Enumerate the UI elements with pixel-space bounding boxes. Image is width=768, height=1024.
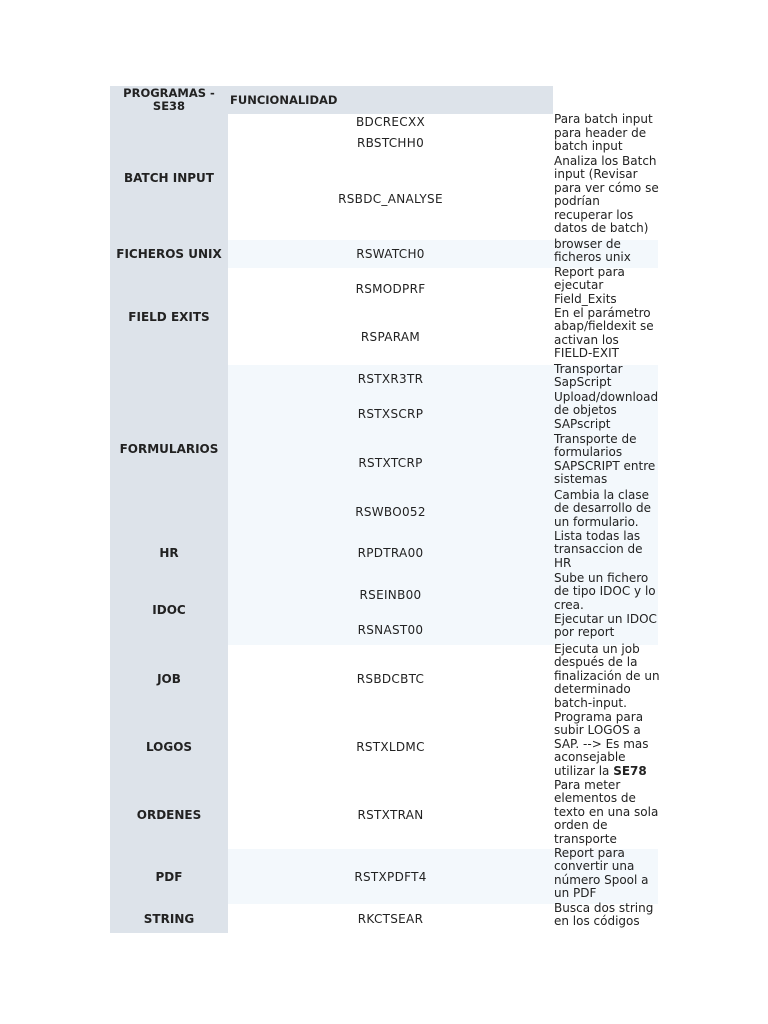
table-row [228,846,658,904]
description-text: Report para convertir una número Spool a un PDF [554,846,649,901]
header-functionality: FUNCIONALIDAD [228,86,553,114]
program-description [554,113,660,126]
group-label: HR [159,546,179,560]
program-name: RPDTRA00 [357,546,424,560]
group-label: STRING [143,911,195,926]
program-name: RSEINB00 [359,587,422,602]
program-description [554,643,660,710]
description-text: browser de ficheros unix [554,237,631,265]
program-name: RSWATCH0 [356,247,425,261]
group-label: JOB [157,672,181,686]
program-description [554,307,660,361]
table-row [228,237,658,268]
group-label: PDF [155,869,183,884]
description-text: Analiza los Batch input (Revisar para ver cómo se podrían recuperar los datos de batch) [554,154,659,236]
table-row [228,154,659,240]
description-text: Ejecutar un IDOC por report [554,612,657,640]
description-text: Busca dos string en los códigos [554,901,654,929]
program-name: RSMODPRF [355,281,426,296]
program-name: RSPARAM [360,330,421,344]
program-description [554,155,660,235]
program-name: RSNAST00 [357,623,424,637]
group-label: IDOC [152,602,186,617]
program-name: RSTXPDFT4 [354,869,427,884]
program-description [554,391,660,431]
program-name: BDCRECXX [356,115,425,129]
program-description [554,572,660,612]
program-description [554,363,660,390]
group-label: LOGOS [145,740,193,754]
program-name: RSBDCBTC [356,672,425,686]
description-text: Transportar SapScript [554,362,623,390]
table-row [228,126,658,157]
program-name: RBSTCHH0 [356,136,425,150]
program-description [554,847,660,901]
description-emphasis: SE78 [613,763,647,778]
description-text: Upload/download de objetos SAPscript [554,390,659,431]
program-name: RSWBO052 [355,504,426,519]
table-row [228,571,658,615]
program-description [554,902,660,929]
description-text: Ejecuta un job después de la finalización de un determinado batch-input. [554,642,660,710]
table-row [228,488,658,532]
table-row [228,265,658,309]
table-row [228,612,658,645]
table-row [228,432,658,491]
program-name: RSTXR3TR [357,372,424,386]
program-description [554,489,660,529]
program-description [554,530,660,570]
description-text: Para meter elementos de texto en una sola orden de transporte [554,778,659,846]
program-name: RSTXTRAN [357,808,424,822]
program-description [554,127,660,154]
program-name: RSTXLDMC [356,740,425,754]
description-text: Transporte de formularios SAPSCRIPT entre sistemas [554,432,656,487]
program-description [554,238,660,265]
table-row [228,529,658,574]
description-text: Programa para subir LOGOS a SAP. --> Es mas aconsejable utilizar la [554,710,649,778]
description-text: Report para ejecutar Field_Exits [554,265,625,306]
program-description [554,711,660,778]
table-row [228,390,659,435]
description-text: Lista todas las transaccion de HR [554,529,643,570]
group-label: ORDENES [136,808,202,822]
description-text: En el parámetro abap/fieldexit se activan los FIELD-EXIT [554,306,654,361]
table-row [228,901,658,933]
program-name: RSBDC_ANALYSE [338,191,443,206]
program-description [554,613,660,640]
table-row [228,642,660,713]
table-row [228,306,658,365]
table-row [228,362,658,393]
table-row [228,710,658,781]
program-description [554,433,660,487]
description-text: para header de batch input [554,126,647,154]
program-name: RSTXSCRP [357,407,424,421]
group-label: FORMULARIOS [119,441,219,456]
group-label: BATCH INPUT [124,170,214,185]
description-text: Para batch input [554,112,653,126]
description-text: Sube un fichero de tipo IDOC y lo crea. [554,571,656,612]
header-programs: PROGRAMAS - SE38 [110,86,228,114]
program-name: RKCTSEAR [357,911,424,926]
table-row [228,778,659,849]
group-label: FICHEROS UNIX [116,247,222,261]
description-text: Cambia la clase de desarrollo de un formulario. [554,488,651,529]
program-description [554,779,660,846]
program-description [554,266,660,306]
group-label: FIELD EXITS [128,309,210,324]
program-name: RSTXTCRP [358,456,423,470]
